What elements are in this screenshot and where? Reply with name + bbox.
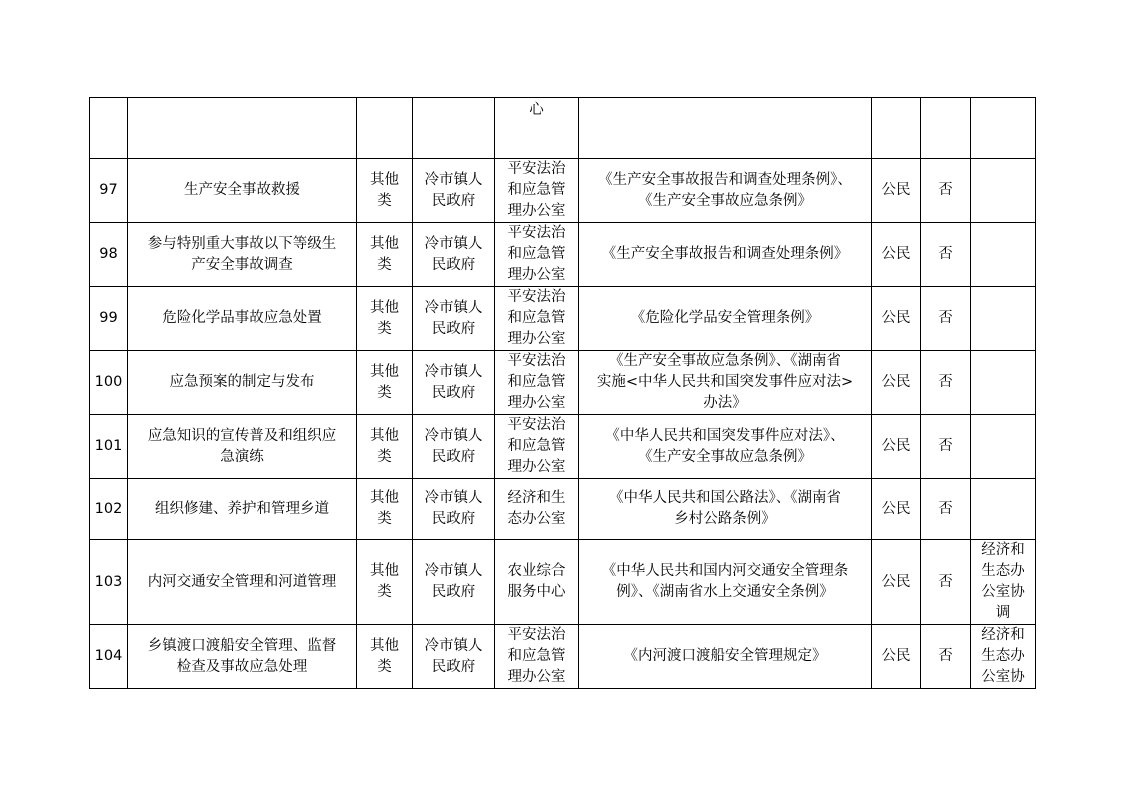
department-cell <box>495 625 579 689</box>
subject-cell <box>413 159 495 223</box>
target-cell <box>872 351 921 415</box>
subject-cell <box>413 415 495 479</box>
table-row <box>90 351 1036 415</box>
item-name: 内河交通安全管理和河道管理 <box>147 573 337 590</box>
row-number: 102 <box>94 500 123 517</box>
item-name: 应急预案的制定与发布 <box>169 374 315 390</box>
item-name: 应急知识的宣传普及和组织应 急演练 <box>147 427 337 465</box>
required: 否 <box>938 438 953 454</box>
subject: 冷市镇人 民政府 <box>424 490 483 527</box>
row-number-cell <box>90 287 128 351</box>
subject-cell <box>413 223 495 287</box>
department-cell <box>495 540 579 625</box>
target: 公民 <box>881 182 911 198</box>
legal-basis: 《中华人民共和国公路法》、《湖南省 乡村公路条例》 <box>609 490 841 527</box>
category-cell <box>357 479 413 540</box>
row-number: 97 <box>99 182 118 198</box>
subject-cell <box>413 351 495 415</box>
target: 公民 <box>881 246 911 262</box>
target: 公民 <box>881 500 911 517</box>
basis-cell <box>579 287 872 351</box>
department: 经济和生 态办公室 <box>507 490 566 527</box>
department: 心 <box>529 102 544 118</box>
category: 其他 类 <box>370 363 399 401</box>
department-cell <box>495 287 579 351</box>
required-cell <box>921 223 971 287</box>
item-cell <box>128 540 357 625</box>
note-cell <box>971 479 1036 540</box>
legal-basis: 《中华人民共和国突发事件应对法》、 《生产安全事故应急条例》 <box>605 427 845 465</box>
item-name: 生产安全事故救援 <box>184 182 300 198</box>
required-cell <box>921 98 971 159</box>
department-cell <box>495 479 579 540</box>
row-number-cell <box>90 159 128 223</box>
category-cell <box>357 98 413 159</box>
note-cell <box>971 540 1036 625</box>
required: 否 <box>938 500 953 517</box>
item-name: 参与特别重大事故以下等级生 产安全事故调查 <box>147 235 337 273</box>
basis-cell <box>579 415 872 479</box>
row-number: 103 <box>94 573 123 590</box>
department-cell <box>495 223 579 287</box>
row-number-cell <box>90 625 128 689</box>
item-cell <box>128 479 357 540</box>
legal-basis: 《内河渡口渡船安全管理规定》 <box>623 648 827 664</box>
required-cell <box>921 287 971 351</box>
row-number: 101 <box>94 438 123 454</box>
target: 公民 <box>881 374 911 390</box>
subject-cell <box>413 287 495 351</box>
category: 其他 类 <box>370 427 399 465</box>
item-name: 危险化学品事故应急处置 <box>162 310 322 326</box>
basis-cell <box>579 625 872 689</box>
subject: 冷市镇人 民政府 <box>424 637 483 675</box>
subject: 冷市镇人 民政府 <box>424 563 483 600</box>
department: 平安法治 和应急管 理办公室 <box>507 161 566 219</box>
category: 其他 类 <box>370 637 399 675</box>
required: 否 <box>938 182 953 198</box>
row-number-cell <box>90 351 128 415</box>
category: 其他 类 <box>370 235 399 273</box>
item-cell <box>128 223 357 287</box>
subject: 冷市镇人 民政府 <box>424 235 483 273</box>
item-cell <box>128 98 357 159</box>
subject-cell <box>413 98 495 159</box>
item-cell <box>128 287 357 351</box>
department-cell <box>495 159 579 223</box>
legal-basis: 《生产安全事故报告和调查处理条例》、 《生产安全事故应急条例》 <box>598 171 852 209</box>
required: 否 <box>938 246 953 262</box>
department-cell <box>495 415 579 479</box>
row-number-cell <box>90 540 128 625</box>
table-row <box>90 223 1036 287</box>
legal-basis: 《生产安全事故应急条例》、《湖南省 实施<中华人民共和国突发事件应对法> 办法》 <box>596 353 854 411</box>
basis-cell <box>579 223 872 287</box>
target-cell <box>872 159 921 223</box>
table-row <box>90 625 1036 689</box>
department: 平安法治 和应急管 理办公室 <box>507 353 566 411</box>
table-row <box>90 415 1036 479</box>
item-cell <box>128 159 357 223</box>
category-cell <box>357 159 413 223</box>
note-cell <box>971 625 1036 689</box>
subject: 冷市镇人 民政府 <box>424 427 483 465</box>
target: 公民 <box>881 438 911 454</box>
table-row <box>90 98 1036 159</box>
subject: 冷市镇人 民政府 <box>424 299 483 337</box>
basis-cell <box>579 98 872 159</box>
category: 其他 类 <box>370 490 399 527</box>
subject: 冷市镇人 民政府 <box>424 171 483 209</box>
department: 平安法治 和应急管 理办公室 <box>507 627 566 685</box>
row-number-cell <box>90 98 128 159</box>
item-name: 组织修建、养护和管理乡道 <box>155 500 329 517</box>
required-cell <box>921 159 971 223</box>
legal-basis: 《生产安全事故报告和调查处理条例》 <box>601 246 849 262</box>
table-body <box>90 98 1036 689</box>
subject: 冷市镇人 民政府 <box>424 363 483 401</box>
basis-cell <box>579 351 872 415</box>
item-cell <box>128 625 357 689</box>
department: 农业综合 服务中心 <box>507 563 566 600</box>
target-cell <box>872 287 921 351</box>
target-cell <box>872 479 921 540</box>
category: 其他 类 <box>370 299 399 337</box>
legal-basis: 《中华人民共和国内河交通安全管理条 例》、《湖南省水上交通安全条例》 <box>601 563 849 600</box>
basis-cell <box>579 540 872 625</box>
required: 否 <box>938 573 953 590</box>
responsibility-table <box>89 97 1036 689</box>
basis-cell <box>579 159 872 223</box>
note-cell <box>971 159 1036 223</box>
note-cell <box>971 98 1036 159</box>
category: 其他 类 <box>370 563 399 600</box>
required-cell <box>921 351 971 415</box>
category: 其他 类 <box>370 171 399 209</box>
row-number-cell <box>90 415 128 479</box>
row-number: 104 <box>94 648 123 664</box>
department: 平安法治 和应急管 理办公室 <box>507 289 566 347</box>
category-cell <box>357 223 413 287</box>
table-row <box>90 287 1036 351</box>
required-cell <box>921 540 971 625</box>
department-cell <box>495 98 579 159</box>
required-cell <box>921 479 971 540</box>
category-cell <box>357 415 413 479</box>
required: 否 <box>938 648 953 664</box>
row-number: 98 <box>99 246 118 262</box>
item-name: 乡镇渡口渡船安全管理、监督 检查及事故应急处理 <box>147 637 337 675</box>
department: 平安法治 和应急管 理办公室 <box>507 225 566 283</box>
item-cell <box>128 351 357 415</box>
note-cell <box>971 287 1036 351</box>
subject-cell <box>413 479 495 540</box>
department-cell <box>495 351 579 415</box>
row-number: 100 <box>94 374 123 390</box>
required-cell <box>921 415 971 479</box>
table-row <box>90 540 1036 625</box>
required-cell <box>921 625 971 689</box>
department: 平安法治 和应急管 理办公室 <box>507 417 566 475</box>
table-row <box>90 159 1036 223</box>
target-cell <box>872 625 921 689</box>
target: 公民 <box>881 648 911 664</box>
target-cell <box>872 98 921 159</box>
basis-cell <box>579 479 872 540</box>
target: 公民 <box>881 310 911 326</box>
note-cell <box>971 415 1036 479</box>
required: 否 <box>938 310 953 326</box>
category-cell <box>357 625 413 689</box>
category-cell <box>357 540 413 625</box>
note-cell <box>971 223 1036 287</box>
category-cell <box>357 351 413 415</box>
row-number-cell <box>90 479 128 540</box>
subject-cell <box>413 540 495 625</box>
legal-basis: 《危险化学品安全管理条例》 <box>630 310 820 326</box>
item-cell <box>128 415 357 479</box>
table-row <box>90 479 1036 540</box>
required: 否 <box>938 374 953 390</box>
row-number-cell <box>90 223 128 287</box>
note: 经济和 生态办 公室协 <box>981 627 1025 685</box>
target-cell <box>872 540 921 625</box>
target-cell <box>872 415 921 479</box>
target: 公民 <box>881 573 911 590</box>
row-number: 99 <box>99 310 118 326</box>
note: 经济和 生态办 公室协 调 <box>981 542 1025 621</box>
subject-cell <box>413 625 495 689</box>
note-cell <box>971 351 1036 415</box>
category-cell <box>357 287 413 351</box>
target-cell <box>872 223 921 287</box>
